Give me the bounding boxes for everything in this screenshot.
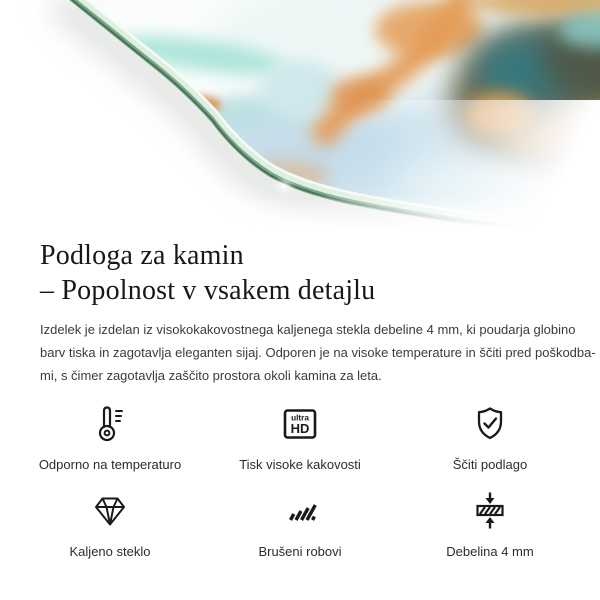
feature-thickness <box>395 488 585 560</box>
feature-temperature <box>15 401 205 473</box>
diamond-icon <box>88 489 132 533</box>
product-image <box>0 0 600 232</box>
polished-edges-icon <box>278 489 322 533</box>
feature-grid <box>0 401 600 560</box>
ultra-hd-text-bottom: HD <box>290 421 310 436</box>
feature-label: Kaljeno steklo <box>69 544 151 559</box>
feature-label: Odporno na temperaturo <box>38 457 182 472</box>
image-fade-bottom <box>0 194 600 232</box>
description-line: mi, s čimer zagotavlja zaščito prostora okoli kamina za leta. <box>40 368 382 383</box>
title-line-1: Podloga za kamin <box>40 240 244 271</box>
feature-label: Debelina 4 mm <box>446 544 534 559</box>
feature-label: Ščiti podlago <box>452 457 528 472</box>
feature-print-quality <box>205 401 395 473</box>
description-line: Izdelek je izdelan iz visokokakovostnega kaljenega stekla debeline 4 mm, ki poudarja globino <box>40 322 576 337</box>
feature-label: Brušeni robovi <box>258 544 342 559</box>
thickness-icon <box>468 489 512 533</box>
feature-protection <box>395 401 585 473</box>
product-description <box>40 318 596 387</box>
shield-check-icon <box>468 402 512 446</box>
title-line-2: – Popolnost v vsakem detajlu <box>40 275 376 306</box>
thermometer-icon <box>88 402 132 446</box>
glass-panel-illustration <box>0 0 600 232</box>
ultra-hd-icon <box>278 402 322 446</box>
feature-tempered-glass <box>15 488 205 560</box>
ultra-hd-text-top: ultra <box>291 413 309 423</box>
feature-label: Tisk visoke kakovosti <box>239 457 361 472</box>
product-info <box>0 238 600 387</box>
page-title <box>40 238 560 308</box>
feature-polished-edges <box>205 488 395 560</box>
description-line: barv tiska in zagotavlja eleganten sijaj. Odporen je na visoke temperature in ščiti pred poškodba- <box>40 345 596 360</box>
